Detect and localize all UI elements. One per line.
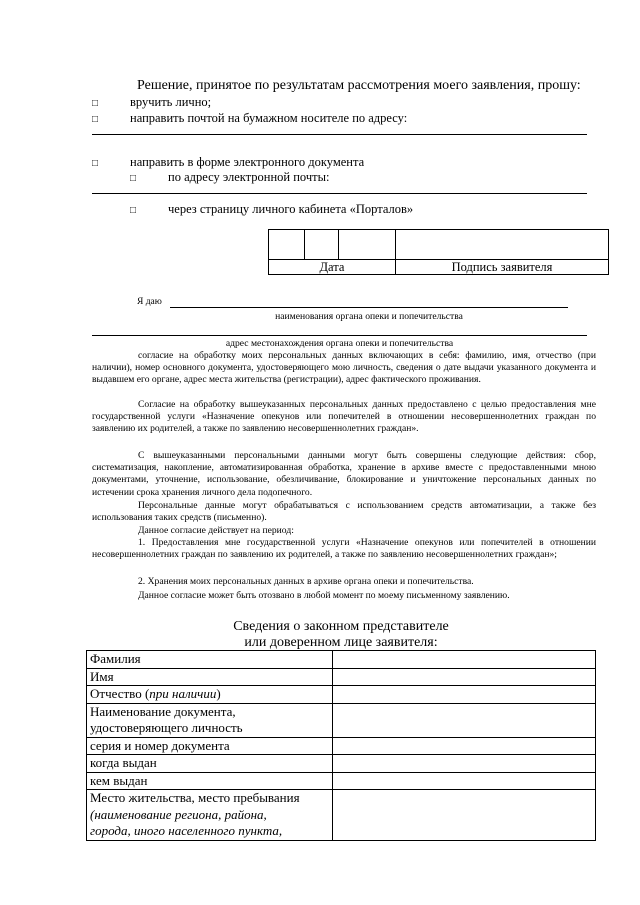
representative-title-line2: или доверенном лице заявителя: (244, 635, 438, 650)
option-by-mail-label: направить почтой на бумажном носителе по адресу: (130, 111, 408, 125)
consent-paragraph-3: С вышеуказанными персональными данными могут быть совершены следующие действия: сбор, систематизация, накопление, автоматизированная обработка, хранение в архиве вместе с предоставленными мною документами, уточнение, использование, обезличивание, блокирование и уничтожение персональных данных по истечении срока хранения личного дела подопечного. (92, 450, 596, 498)
value-surname[interactable] (333, 651, 596, 669)
value-issued-by[interactable] (333, 772, 596, 790)
date-cell-1[interactable] (269, 230, 305, 260)
checkbox-by-email[interactable]: □ (130, 173, 137, 184)
date-label: Дата (269, 260, 396, 275)
table-row (87, 651, 596, 669)
signature-cell[interactable] (396, 230, 609, 260)
signature-label: Подпись заявителя (396, 260, 609, 275)
value-name[interactable] (333, 668, 596, 686)
residence-line2: (наименование региона, района, (90, 806, 267, 822)
value-doc-name[interactable] (333, 703, 596, 737)
decision-heading: Решение, принятое по результатам рассмотрения моего заявления, прошу: (137, 78, 581, 93)
value-patronymic[interactable] (333, 686, 596, 704)
table-row (87, 686, 596, 704)
consent-paragraph-4: Персональные данные могут обрабатываться с использованием средств автоматизации, а также без использования таких средств (письменно). (92, 500, 596, 524)
representative-title-line1: Сведения о законном представителе (233, 619, 449, 634)
table-row (87, 755, 596, 773)
patronymic-main: Отчество ( (90, 686, 150, 701)
row-label-issued-when: когда выдан (87, 755, 333, 773)
checkbox-personally[interactable]: □ (92, 98, 99, 109)
date-cell-3[interactable] (339, 230, 396, 260)
date-cell-2[interactable] (305, 230, 339, 260)
row-label-name: Имя (87, 668, 333, 686)
email-address-line[interactable] (92, 193, 587, 194)
checkbox-by-mail[interactable]: □ (92, 114, 99, 125)
option-personally-label: вручить лично; (130, 95, 212, 109)
row-label-doc-number: серия и номер документа (87, 737, 333, 755)
row-label-patronymic (87, 686, 333, 704)
row-label-residence (87, 790, 333, 841)
consent-paragraph-7: 2. Хранения моих персональных данных в архиве органа опеки и попечительства. (138, 576, 474, 587)
table-row (87, 790, 596, 841)
row-label-doc-name (87, 703, 333, 737)
patronymic-close: ) (216, 686, 221, 701)
table-row (87, 668, 596, 686)
option-via-portal-label: через страницу личного кабинета «Порталов» (168, 202, 414, 216)
authority-caption: наименования органа опеки и попечительства (275, 311, 463, 322)
residence-line1: Место жительства, место пребывания (90, 790, 300, 805)
patronymic-italic: при наличии (149, 686, 217, 701)
checkbox-via-portal[interactable]: □ (130, 205, 137, 216)
table-row (87, 737, 596, 755)
table-row (87, 772, 596, 790)
row-label-surname: Фамилия (87, 651, 333, 669)
value-issued-when[interactable] (333, 755, 596, 773)
consent-paragraph-1: согласие на обработку моих персональных данных включающих в себя: фамилию, имя, отчество (при наличии), номер основного документа, удостоверяющего мою личность, сведения о дате выдачи указанного документа и выдавшем его органе, адрес места жительства (регистрации), адрес фактического проживания. (92, 350, 596, 386)
representative-table (86, 650, 596, 841)
row-label-issued-by: кем выдан (87, 772, 333, 790)
option-by-email-label: по адресу электронной почты: (168, 170, 330, 184)
consent-paragraph-8: Данное согласие может быть отозвано в любой момент по моему письменному заявлению. (138, 590, 510, 601)
consent-paragraph-6: 1. Предоставления мне государственной услуги «Назначение опекунов или попечителей в отношении несовершеннолетних граждан по заявлению их родителей, а также по заявлению несовершеннолетних граждан»; (92, 537, 596, 561)
value-doc-number[interactable] (333, 737, 596, 755)
value-residence[interactable] (333, 790, 596, 841)
consent-paragraph-5: Данное согласие действует на период: (138, 525, 294, 536)
doc-name-line1: Наименование документа, (90, 703, 236, 719)
checkbox-electronic[interactable]: □ (92, 158, 99, 169)
consent-paragraph-2: Согласие на обработку вышеуказанных персональных данных предоставлено с целью предоставления мне государственной услуги «Назначение опекунов или попечителей в отношении несовершеннолетних граждан по заявлению их родителей, а также по заявлению несовершеннолетних граждан». (92, 399, 596, 435)
authority-address-line[interactable] (92, 335, 587, 336)
doc-name-line2: удостоверяющего личность (90, 720, 243, 735)
consent-i-give: Я даю (137, 297, 162, 307)
date-signature-table (268, 229, 609, 275)
table-row (87, 703, 596, 737)
option-electronic-label: направить в форме электронного документа (130, 155, 365, 169)
address-caption: адрес местонахождения органа опеки и попечительства (225, 338, 454, 349)
residence-line3: города, иного населенного пункта, (90, 823, 283, 838)
mail-address-line[interactable] (92, 134, 587, 135)
authority-name-line[interactable] (170, 307, 568, 308)
